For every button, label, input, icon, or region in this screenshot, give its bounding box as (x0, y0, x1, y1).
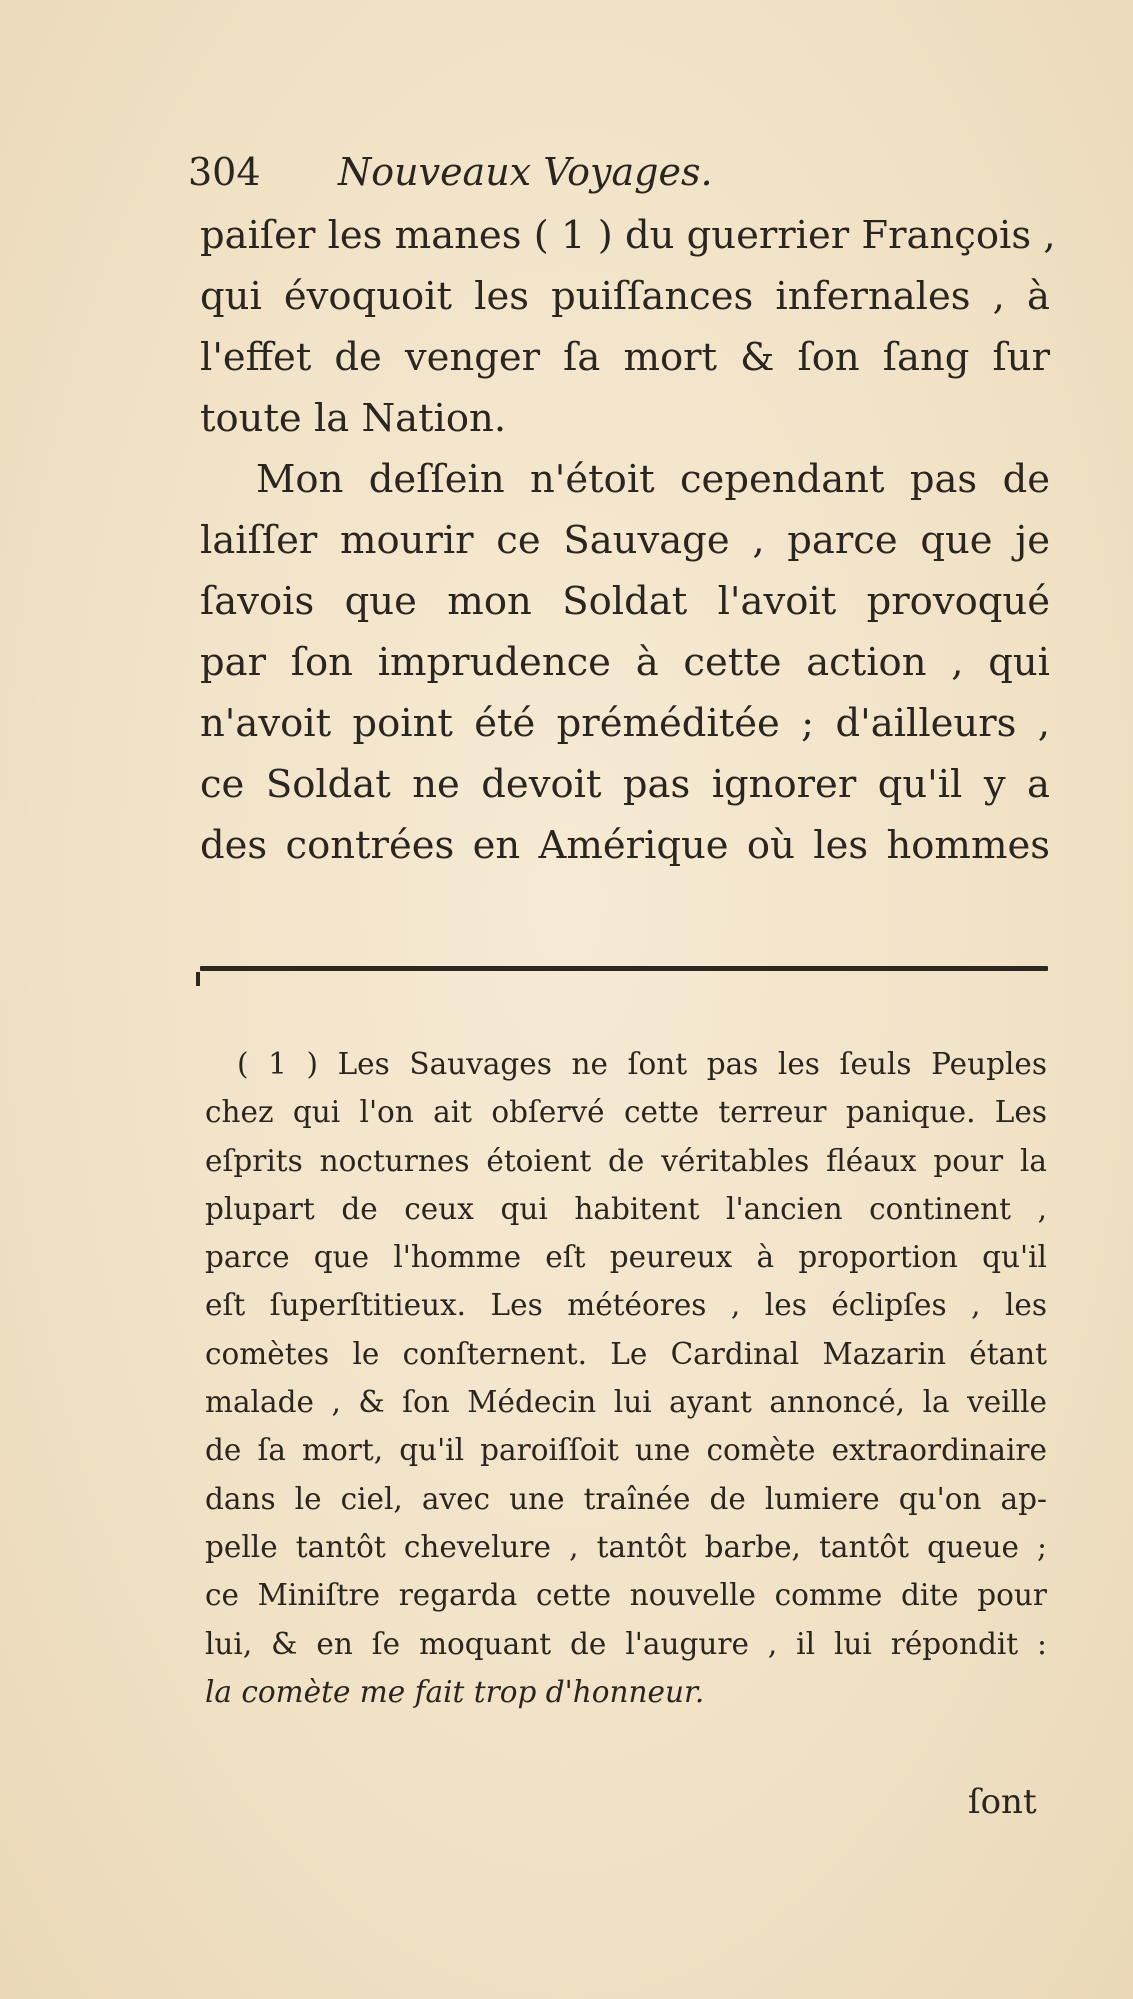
catchword: ſont (968, 1782, 1037, 1822)
text-line: ſavois que mon Soldat l'avoit provoqué (200, 579, 1050, 624)
main-text (200, 205, 1056, 876)
footnote-line: de ſa mort, qu'il paroiſſoit une comète extraordinaire (205, 1433, 1047, 1468)
running-title: Nouveaux Voyages. (338, 150, 713, 194)
footnote-line: ce Miniſtre regarda cette nouvelle comme dite pour (205, 1578, 1047, 1613)
text-line: toute la Nation. (200, 396, 507, 441)
text-line: paiſer les manes ( 1 ) du guerrier François , (200, 213, 1056, 258)
text-line: qui évoquoit les puiſſances infernales , à (200, 274, 1050, 319)
rule-mark (196, 972, 200, 986)
text-line: l'effet de venger ſa mort & ſon ſang ſur (200, 335, 1050, 380)
page-number: 304 (188, 150, 261, 194)
text-line: ce Soldat ne devoit pas ignorer qu'il y a (200, 762, 1050, 807)
footnote-rule (200, 966, 1048, 971)
footnote-line: pelle tantôt chevelure , tantôt barbe, tantôt queue ; (205, 1529, 1047, 1564)
footnote-line: la comète me fait trop d'honneur. (205, 1674, 705, 1709)
footnote-line: comètes le conſternent. Le Cardinal Mazarin étant (205, 1336, 1047, 1371)
text-line: n'avoit point été préméditée ; d'ailleurs , (200, 701, 1050, 746)
text-line: laiſſer mourir ce Sauvage , parce que je (200, 518, 1050, 563)
footnote-line: ( 1 ) Les Sauvages ne ſont pas les ſeuls Peuples (237, 1047, 1047, 1081)
footnote-line: plupart de ceux qui habitent l'ancien continent , (205, 1191, 1047, 1226)
running-header (188, 150, 713, 194)
footnote-line: dans le ciel, avec une traînée de lumiere qu'on ap- (205, 1481, 1047, 1516)
text-line: par ſon imprudence à cette action , qui (200, 640, 1050, 685)
text-line: des contrées en Amérique où les hommes (200, 823, 1050, 868)
footnote (205, 1040, 1047, 1716)
footnote-line: chez qui l'on ait obſervé cette terreur panique. Les (205, 1095, 1047, 1130)
footnote-line: malade , & ſon Médecin lui ayant annoncé, la veille (205, 1385, 1047, 1420)
text-line: Mon deſſein n'étoit cependant pas de (256, 457, 1050, 502)
footnote-line: eſprits nocturnes étoient de véritables fléaux pour la (205, 1143, 1047, 1178)
footnote-line: lui, & en ſe moquant de l'augure , il lui répondit : (205, 1626, 1047, 1661)
footnote-line: parce que l'homme eſt peureux à proportion qu'il (205, 1240, 1047, 1275)
footnote-line: eſt ſuperſtitieux. Les météores , les éclipſes , les (205, 1288, 1047, 1323)
